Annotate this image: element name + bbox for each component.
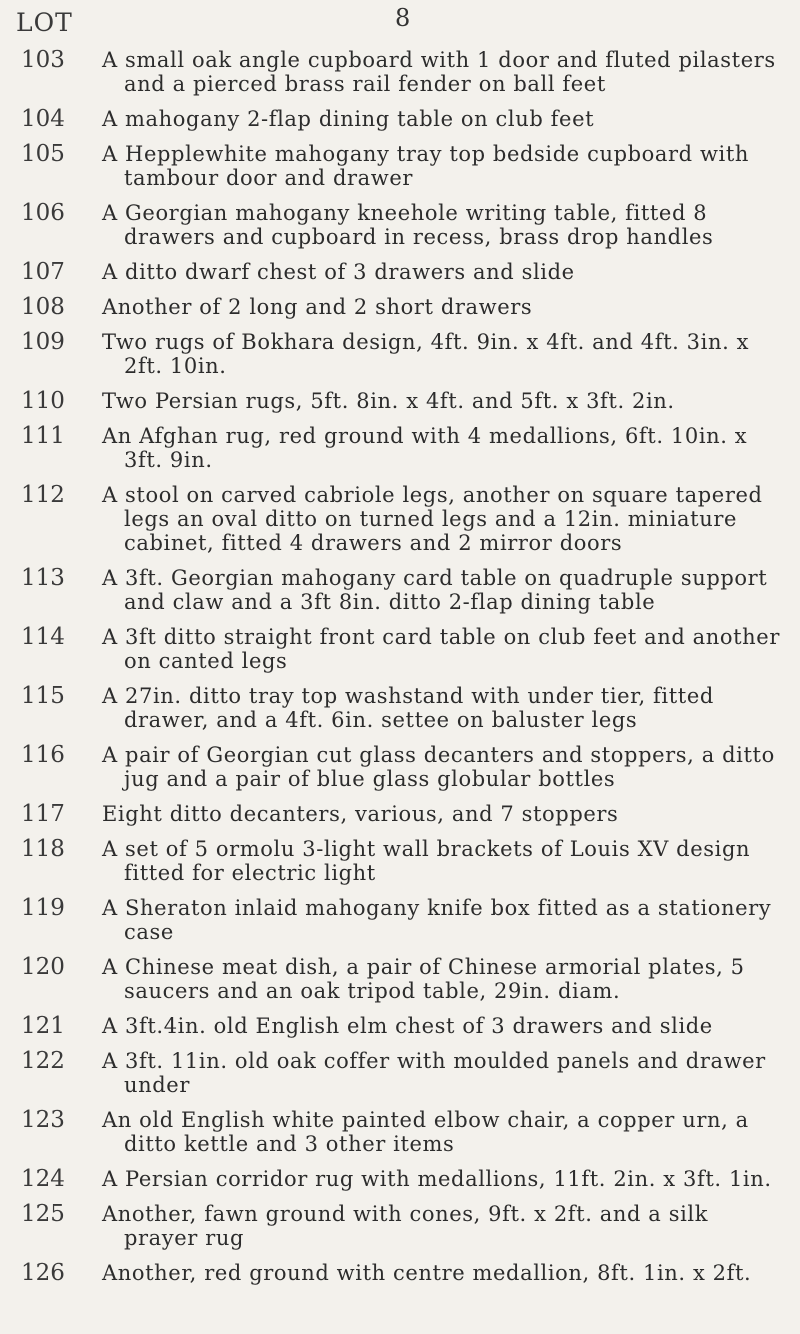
lot-description: A 3ft. 11in. old oak coffer with moulded panels and drawer under (102, 1049, 766, 1097)
lot-number: 120 (21, 954, 65, 980)
lot-entry (0, 201, 800, 249)
lot-column-heading: LOT (16, 8, 73, 37)
lot-number: 122 (21, 1048, 65, 1074)
lot-entry (0, 1049, 800, 1097)
lot-entry (0, 142, 800, 190)
lot-description: A mahogany 2-flap dining table on club feet (102, 107, 595, 131)
lot-description: A 3ft ditto straight front card table on club feet and another on canted legs (102, 625, 780, 673)
lot-number: 119 (21, 895, 65, 921)
lot-number: 109 (21, 329, 65, 355)
lot-number: 121 (21, 1013, 65, 1039)
lot-description: A Hepplewhite mahogany tray top bedside cupboard with tambour door and drawer (102, 142, 750, 190)
lot-number: 105 (21, 141, 65, 167)
lot-entry (0, 743, 800, 791)
lot-entry (0, 483, 800, 555)
lot-number: 114 (21, 624, 65, 650)
lot-entry (0, 1108, 800, 1156)
lot-number: 126 (21, 1260, 65, 1286)
lot-description: A pair of Georgian cut glass decanters and stoppers, a ditto jug and a pair of blue glass globular bottles (102, 743, 775, 791)
lot-number: 104 (21, 106, 65, 132)
lot-description: A 27in. ditto tray top washstand with under tier, fitted drawer, and a 4ft. 6in. settee on baluster legs (102, 684, 714, 732)
lot-description: A ditto dwarf chest of 3 drawers and slide (102, 260, 575, 284)
lot-description: Another, red ground with centre medallion, 8ft. 1in. x 2ft. (102, 1261, 752, 1285)
lot-number: 106 (21, 200, 65, 226)
lot-number: 116 (21, 742, 65, 768)
lot-entry (0, 684, 800, 732)
lot-number: 123 (21, 1107, 65, 1133)
lot-entry (0, 837, 800, 885)
lot-description: A Persian corridor rug with medallions, 11ft. 2in. x 3ft. 1in. (102, 1167, 772, 1191)
lot-description: A small oak angle cupboard with 1 door and fluted pilasters and a pierced brass rail fender on ball feet (102, 48, 776, 96)
lot-description: Another of 2 long and 2 short drawers (102, 295, 533, 319)
lot-number: 111 (21, 423, 65, 449)
lot-entry (0, 424, 800, 472)
lot-description: Another, fawn ground with cones, 9ft. x 2ft. and a silk prayer rug (102, 1202, 709, 1250)
lot-entry (0, 896, 800, 944)
lot-description: A stool on carved cabriole legs, another on square tapered legs an oval ditto on turned legs and a 12in. miniature cabinet, fitted 4 drawers and 2 mirror doors (102, 483, 763, 555)
lot-description: A Sheraton inlaid mahogany knife box fitted as a stationery case (102, 896, 772, 944)
lot-list (0, 48, 800, 1296)
lot-description: Eight ditto decanters, various, and 7 stoppers (102, 802, 619, 826)
lot-number: 110 (21, 388, 65, 414)
lot-description: Two Persian rugs, 5ft. 8in. x 4ft. and 5ft. x 3ft. 2in. (102, 389, 675, 413)
lot-description: A 3ft. Georgian mahogany card table on quadruple support and claw and a 3ft 8in. ditto 2-flap dining table (102, 566, 768, 614)
page-number: 8 (395, 4, 411, 32)
lot-number: 107 (21, 259, 65, 285)
lot-description: A Georgian mahogany kneehole writing table, fitted 8 drawers and cupboard in recess, brass drop handles (102, 201, 714, 249)
lot-entry (0, 1202, 800, 1250)
lot-description: An old English white painted elbow chair, a copper urn, a ditto kettle and 3 other items (102, 1108, 749, 1156)
lot-entry (0, 389, 800, 413)
lot-number: 112 (21, 482, 65, 508)
lot-entry (0, 260, 800, 284)
lot-entry (0, 566, 800, 614)
lot-entry (0, 802, 800, 826)
lot-entry (0, 1014, 800, 1038)
lot-number: 117 (21, 801, 65, 827)
lot-number: 118 (21, 836, 65, 862)
lot-entry (0, 955, 800, 1003)
lot-entry (0, 1167, 800, 1191)
lot-number: 124 (21, 1166, 65, 1192)
lot-entry (0, 107, 800, 131)
lot-description: A Chinese meat dish, a pair of Chinese armorial plates, 5 saucers and an oak tripod table, 29in. diam. (102, 955, 745, 1003)
lot-number: 103 (21, 47, 65, 73)
lot-number: 108 (21, 294, 65, 320)
lot-entry (0, 625, 800, 673)
lot-entry (0, 330, 800, 378)
lot-description: Two rugs of Bokhara design, 4ft. 9in. x 4ft. and 4ft. 3in. x 2ft. 10in. (102, 330, 750, 378)
lot-description: A set of 5 ormolu 3-light wall brackets of Louis XV design fitted for electric light (102, 837, 751, 885)
lot-number: 125 (21, 1201, 65, 1227)
lot-description: An Afghan rug, red ground with 4 medallions, 6ft. 10in. x 3ft. 9in. (102, 424, 748, 472)
lot-entry (0, 295, 800, 319)
lot-entry (0, 1261, 800, 1285)
lot-number: 115 (21, 683, 65, 709)
lot-description: A 3ft.4in. old English elm chest of 3 drawers and slide (102, 1014, 713, 1038)
lot-entry (0, 48, 800, 96)
lot-number: 113 (21, 565, 65, 591)
